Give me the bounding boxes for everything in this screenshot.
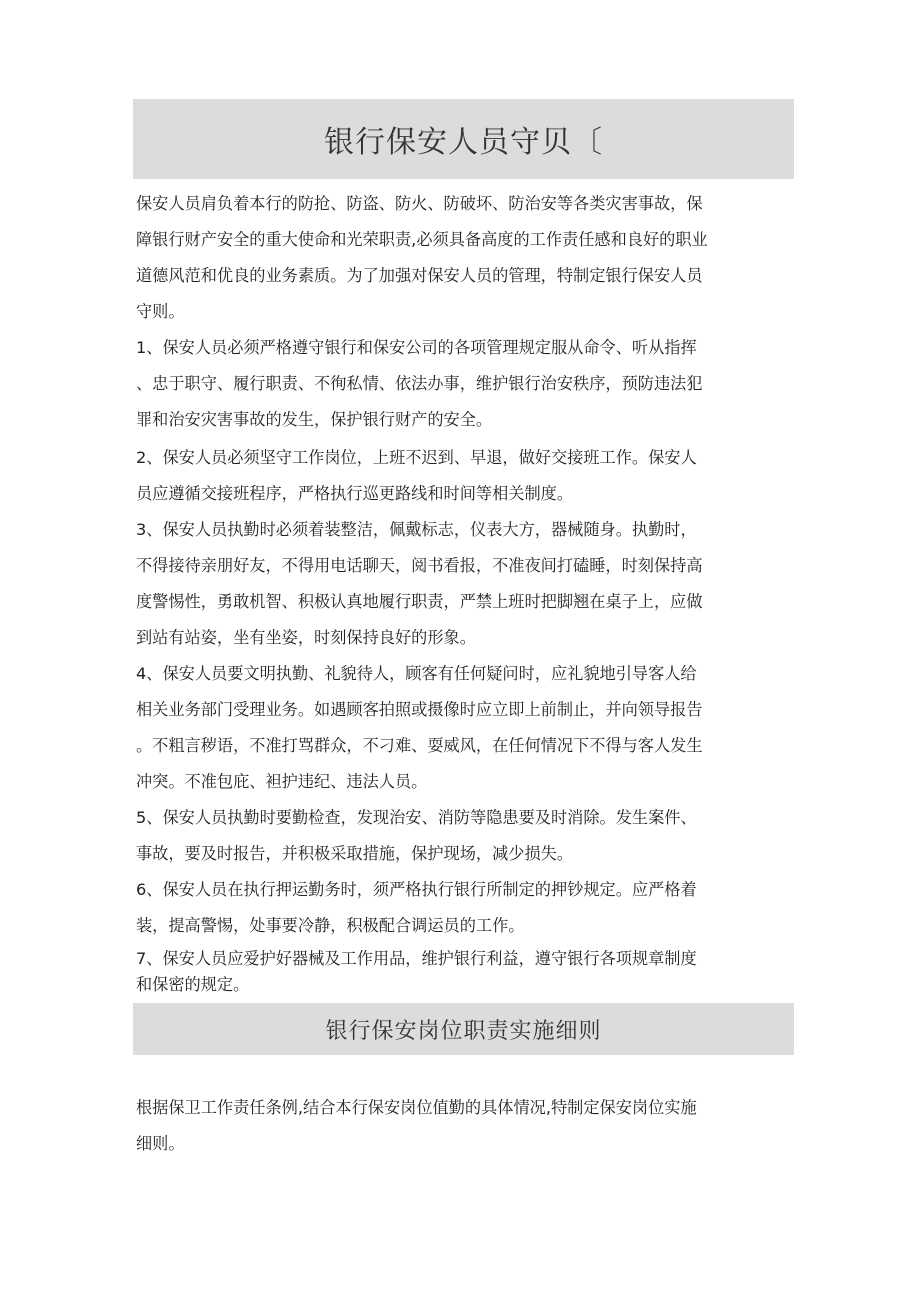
intro-line: 保安人员肩负着本行的防抢、防盗、防火、防破坏、防治安等各类灾害事故，保 <box>136 194 703 213</box>
intro-line: 道德风范和优良的业务素质。为了加强对保安人员的管理，特制定银行保安人员 <box>136 266 703 285</box>
rule-line: 到站有站姿，坐有坐姿，时刻保持良好的形象。 <box>136 628 476 647</box>
rule-line: 冲突。不准包庇、袒护违纪、违法人员。 <box>136 772 428 791</box>
rule-line: 员应遵循交接班程序，严格执行巡更路线和时间等相关制度。 <box>136 484 574 503</box>
rule-line: 相关业务部门受理业务。如遇顾客拍照或摄像时应立即上前制止，并向领导报告 <box>136 700 703 719</box>
rule-1 <box>136 330 796 438</box>
document-title-text: 银行保安人员守贝〔 <box>324 125 603 160</box>
intro-line: 障银行财产安全的重大使命和光荣职责,必须具备高度的工作责任感和良好的职业 <box>136 230 708 249</box>
document-title <box>133 99 794 179</box>
rule-line: 不得接待亲朋好友，不得用电话聊天，阅书看报，不准夜间打磕睡，时刻保持高 <box>136 556 703 575</box>
section-2-intro-line: 根据保卫工作责任条例,结合本行保安岗位值勤的具体情况,特制定保安岗位实施 <box>136 1098 697 1117</box>
rule-4 <box>136 656 796 800</box>
rule-line: 和保密的规定。 <box>136 975 250 994</box>
rule-3 <box>136 512 796 656</box>
section-2-intro-line: 细则。 <box>136 1134 185 1153</box>
rule-5 <box>136 800 796 872</box>
rule-2 <box>136 440 796 512</box>
rule-line: 度警惕性，勇敢机智、积极认真地履行职责，严禁上班时把脚翘在桌子上，应做 <box>136 592 703 611</box>
rule-line: 。不粗言秽语，不准打骂群众，不刁难、耍威风，在任何情况下不得与客人发生 <box>136 736 703 755</box>
rule-line: 罪和治安灾害事故的发生，保护银行财产的安全。 <box>136 410 493 429</box>
rule-line: 6、保安人员在执行押运勤务时，须严格执行银行所制定的押钞规定。应严格着 <box>136 880 697 899</box>
intro-paragraph <box>136 186 796 330</box>
section-2-title-text: 银行保安岗位职责实施细则 <box>325 1018 602 1044</box>
rule-6 <box>136 872 796 944</box>
rule-line: 5、保安人员执勤时要勤检查，发现治安、消防等隐患要及时消除。发生案件、 <box>136 808 697 827</box>
rule-line: 7、保安人员应爱护好器械及工作用品，维护银行利益，遵守银行各项规章制度 <box>136 949 697 968</box>
rule-line: 装，提高警惕，处事要冷静，积极配合调运员的工作。 <box>136 916 525 935</box>
intro-line: 守则。 <box>136 302 185 321</box>
rule-line: 事故，要及时报告，并积极采取措施，保护现场，减少损失。 <box>136 844 574 863</box>
section-2-intro <box>136 1090 796 1162</box>
rule-7 <box>136 946 796 998</box>
rule-line: 、忠于职守、履行职责、不徇私情、依法办事，维护银行治安秩序，预防违法犯 <box>136 374 703 393</box>
rule-line: 1、保安人员必须严格遵守银行和保安公司的各项管理规定服从命令、听从指挥 <box>136 338 697 357</box>
rule-line: 4、保安人员要文明执勤、礼貌待人，顾客有任何疑问时，应礼貌地引导客人给 <box>136 664 697 683</box>
rule-line: 2、保安人员必须坚守工作岗位，上班不迟到、早退，做好交接班工作。保安人 <box>136 448 697 467</box>
section-2-title <box>133 1003 794 1055</box>
rule-line: 3、保安人员执勤时必须着装整洁，佩戴标志，仪表大方，器械随身。执勤时， <box>136 520 697 539</box>
